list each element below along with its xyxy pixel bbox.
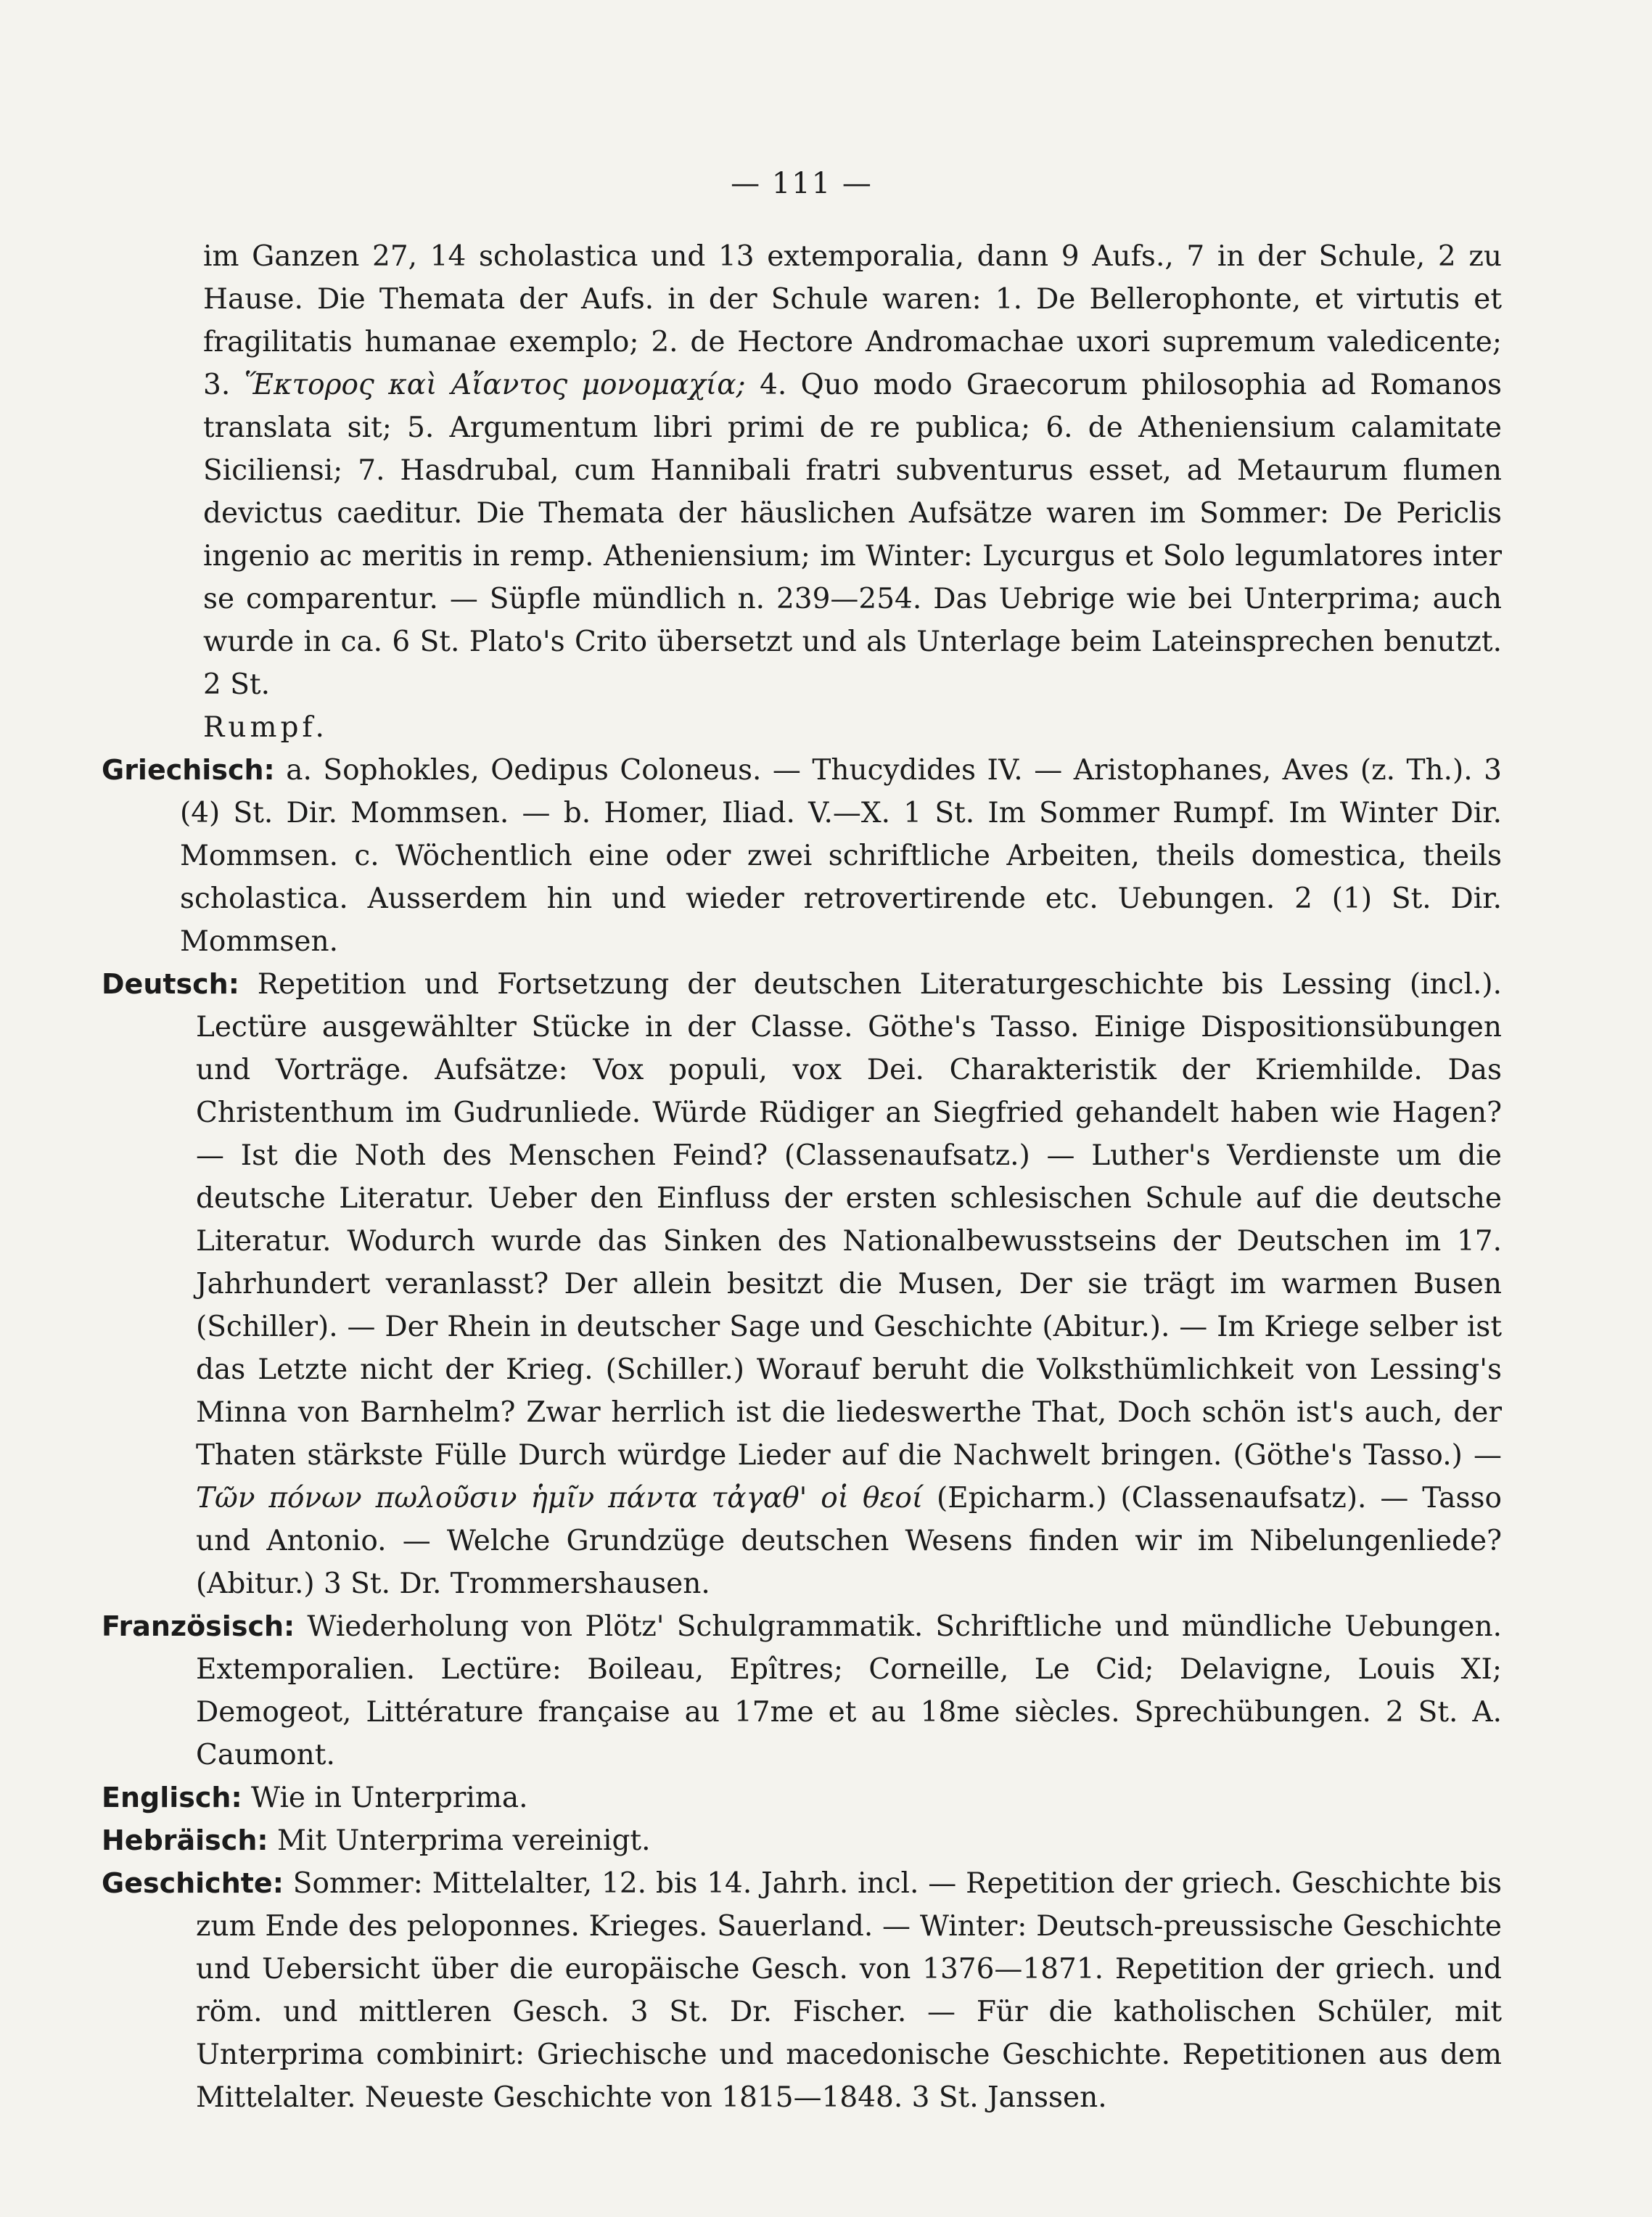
section-geschichte <box>102 1862 1502 2119</box>
section-hebraeisch <box>102 1819 1502 1862</box>
section-heading-hebraeisch: Hebräisch: <box>102 1824 268 1856</box>
page-number: — 111 — <box>731 167 873 200</box>
section-text-griechisch: a. Sophokles, Oedipus Coloneus. — Thucydides IV. — Aristophanes, Aves (z. Th.). 3 (4) St. Dir. Mommsen. — b. Homer, Iliad. V.—X. 1 St. Im Sommer Rumpf. Im Winter Dir. Mommsen. c. Wöchentlich eine oder zwei schriftliche Arbeiten, theils domestica, theils scholastica. Ausserdem hin und wieder retrovertirende etc. Uebungen. 2 (1) St. Dir. Mommsen. <box>180 754 1502 958</box>
section-heading-englisch: Englisch: <box>102 1782 242 1814</box>
intro-text: im Ganzen 27, 14 scholastica und 13 extemporalia, dann 9 Aufs., 7 in der Schule, 2 zu Hause. Die Themata der Aufs. in der Schule waren: 1. De Bellerophonte, et virtutis et fragilitatis humanae exemplo; 2. de Hectore Andromachae uxori supremum valedicente; 3. <box>203 240 1502 401</box>
section-text-deutsch: Repetition und Fortsetzung der deutschen Literaturgeschichte bis Lessing (incl.). Lectüre ausgewählter Stücke in der Classe. Göthe's Tasso. Einige Dispositionsübungen und Vorträge. Aufsätze: Vox populi, vox Dei. Charakteristik der Kriemhilde. Das Christenthum im Gudrunliede. Würde Rüdiger an Siegfried gehandelt haben wie Hagen? — Ist die Noth des Menschen Feind? (Classenaufsatz.) — Luther's Verdienste um die deutsche Literatur. Ueber den Einfluss der ersten schlesischen Schule auf die deutsche Literatur. Wodurch wurde das Sinken des Nationalbewusstseins der Deutschen im 17. Jahrhundert veranlasst? Der allein besitzt die Musen, Der sie trägt im warmen Busen (Schiller). — Der Rhein in deutscher Sage und Geschichte (Abitur.). — Im Kriege selber ist das Letzte nicht der Krieg. (Schiller.) Worauf beruht die Volksthümlichkeit von Lessing's Minna von Barnhelm? Zwar herrlich ist die liedeswerthe That, Doch schön ist's auch, der Thaten stärkste Fülle Durch würdge Lieder auf die Nachwelt bringen. (Göthe's Tasso.) — <box>196 968 1502 1472</box>
section-heading-geschichte: Geschichte: <box>102 1867 284 1899</box>
section-heading-deutsch: Deutsch: <box>102 968 239 1000</box>
section-text-deutsch-continued: (Epicharm.) (Classenaufsatz). — Tasso und Antonio. — Welche Grundzüge deutschen Wesens finden wir im Nibelungenliede? (Abitur.) 3 St. Dr. Trommershausen. <box>196 1482 1502 1600</box>
section-englisch <box>102 1777 1502 1819</box>
document-body <box>102 235 1502 2119</box>
latin-continuation-paragraph <box>102 235 1502 749</box>
intro-teacher: Rumpf. <box>203 711 328 744</box>
section-deutsch <box>102 963 1502 1605</box>
section-text-geschichte: Sommer: Mittelalter, 12. bis 14. Jahrh. incl. — Repetition der griech. Geschichte bis zum Ende des peloponnes. Krieges. Sauerland. — Winter: Deutsch-preussische Geschichte und Uebersicht über die europäische Gesch. von 1376—1871. Repetition der griech. und röm. und mittleren Gesch. 3 St. Dr. Fischer. — Für die katholischen Schüler, mit Unterprima combinirt: Griechische und macedonische Geschichte. Repetitionen aus dem Mittelalter. Neueste Geschichte von 1815—1848. 3 St. Janssen. <box>196 1867 1502 2114</box>
section-heading-franzoesisch: Französisch: <box>102 1610 295 1642</box>
section-heading-griechisch: Griechisch: <box>102 754 275 786</box>
section-text-hebraeisch: Mit Unterprima vereinigt. <box>268 1824 651 1857</box>
section-griechisch <box>102 749 1502 963</box>
section-text-englisch: Wie in Unterprima. <box>242 1782 528 1814</box>
section-franzoesisch <box>102 1605 1502 1777</box>
intro-greek-text: Ἕκτορος καὶ Αἴαντος μονομαχία; <box>244 369 746 401</box>
section-greek-quote-deutsch: Τῶν πόνων πωλοῦσιν ἡμῖν πάντα τἀγαθ' οἱ θεοί <box>196 1482 924 1515</box>
intro-text-continued: 4. Quo modo Graecorum philosophia ad Romanos translata sit; 5. Argumentum libri primi de re publica; 6. de Atheniensium calamitate Siciliensi; 7. Hasdrubal, cum Hannibali fratri subventurus esset, ad Metaurum flumen devictus caeditur. Die Themata der häuslichen Aufsätze waren im Sommer: De Periclis ingenio ac meritis in remp. Atheniensium; im Winter: Lycurgus et Solo legumlatores inter se comparentur. — Süpfle mündlich n. 239—254. Das Uebrige wie bei Unterprima; auch wurde in ca. 6 St. Plato's Crito übersetzt und als Unterlage beim Lateinsprechen benutzt. 2 St. <box>203 369 1503 701</box>
section-text-franzoesisch: Wiederholung von Plötz' Schulgrammatik. Schriftliche und mündliche Uebungen. Extemporalien. Lectüre: Boileau, Epîtres; Corneille, Le Cid; Delavigne, Louis XI; Demogeot, Littérature française au 17me et au 18me siècles. Sprechübungen. 2 St. A. Caumont. <box>196 1610 1502 1771</box>
document-page <box>102 167 1502 2119</box>
